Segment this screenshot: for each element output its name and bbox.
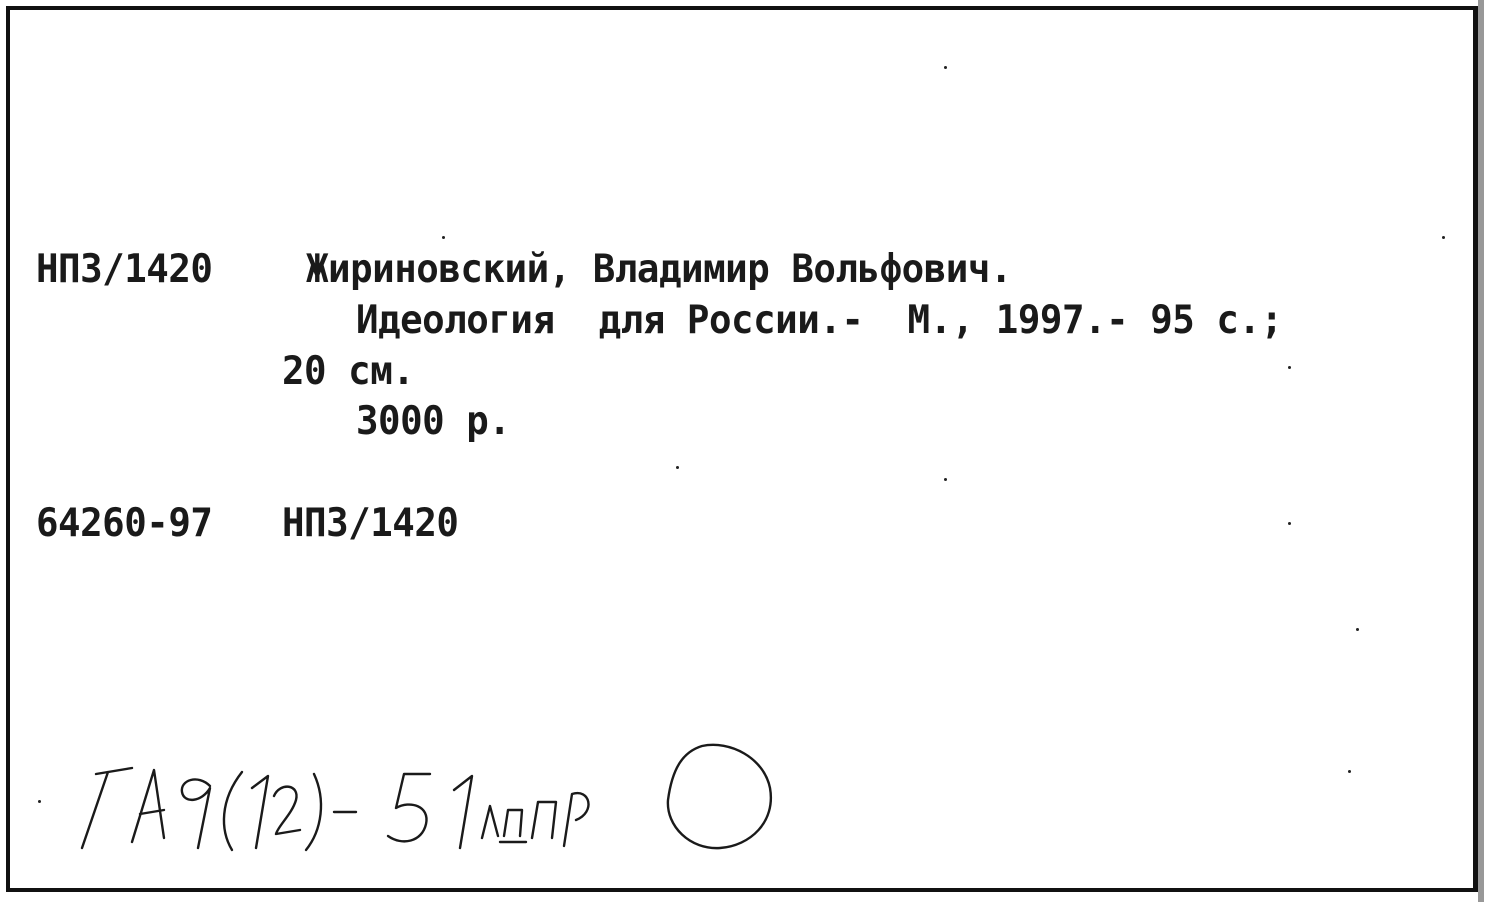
- footer-call-number: НПЗ/1420: [282, 501, 459, 546]
- handwritten-shelfmark: [70, 730, 790, 870]
- scan-speck: [1348, 770, 1351, 773]
- price-line: 3000 р.: [356, 399, 511, 444]
- scan-speck: [944, 66, 947, 69]
- scan-speck: [1288, 366, 1291, 369]
- scan-speck: [944, 478, 947, 481]
- scan-speck: [1442, 236, 1445, 239]
- accession-number: 64260-97: [36, 501, 213, 546]
- scan-speck: [38, 800, 41, 803]
- scan-speck: [1288, 522, 1291, 525]
- scan-speck: [676, 466, 679, 469]
- size-line: 20 см.: [282, 349, 415, 394]
- scan-speck: [442, 236, 445, 239]
- title-publication-line: Идеология для России.- М., 1997.- 95 с.;: [356, 298, 1283, 343]
- author-name: Жириновский, Владимир Вольфович.: [306, 247, 1012, 292]
- header-call-number: НПЗ/1420: [36, 247, 213, 292]
- card-edge-shadow: [1478, 0, 1484, 902]
- scan-speck: [1356, 628, 1359, 631]
